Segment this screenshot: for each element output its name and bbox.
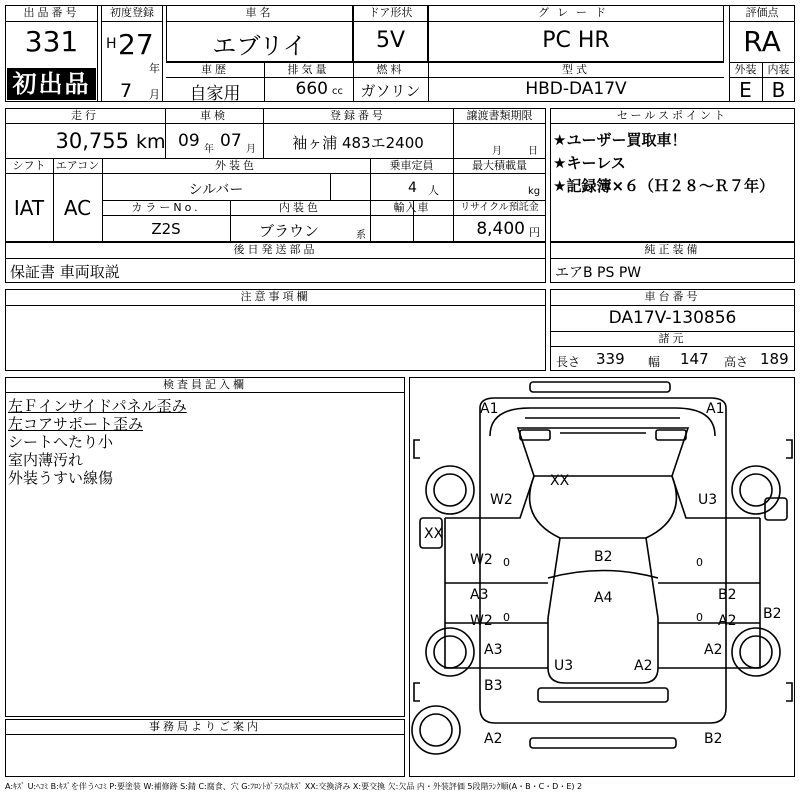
recycle-unit: 円 [529, 226, 540, 239]
shift-label: シフト [12, 159, 46, 172]
inspector-note-4: 室内薄汚れ [8, 451, 84, 469]
door-label: ドア形状 [368, 6, 413, 19]
height-value: 189 [760, 350, 789, 368]
mark-left-slide-a3: A3 [470, 587, 489, 603]
sales-point-2: ★キーレス [553, 154, 626, 172]
fuel-label: 燃料 [376, 63, 405, 76]
svg-text:0: 0 [696, 556, 703, 569]
car-name-label: 車名 [245, 6, 274, 19]
mark-roof-b2: B2 [594, 549, 613, 565]
mark-front-left-a1: A1 [480, 401, 499, 417]
mark-back-door-a2: A2 [634, 658, 653, 674]
import-label: 輸入車 [393, 201, 430, 214]
exterior-grade: E [739, 78, 752, 102]
mark-mirror-xx: XX [424, 526, 444, 542]
reg-month: 7 [120, 80, 133, 102]
mark-left-fender-w2: W2 [490, 492, 513, 508]
inspection-label: 車検 [200, 109, 228, 122]
deferred-parts-value: 保証書 車両取説 [10, 263, 120, 281]
office-label: 事務局よりご案内 [149, 720, 261, 733]
exterior-label: 外装 [734, 63, 757, 76]
sales-point-1: ★ユーザー買取車！ [553, 131, 687, 149]
mark-left-rear-b3: B3 [484, 678, 503, 694]
inspector-note-1: 左Ｆインサイドパネル歪み [8, 397, 187, 415]
recycle-value: 8,400 [476, 219, 525, 239]
mark-back-door-u3: U3 [554, 658, 574, 674]
grade-value: PC HR [542, 28, 610, 53]
transfer-day-unit: 日 [528, 146, 538, 157]
inspector-note-5: 外装うすい線傷 [8, 469, 114, 487]
rating-value: RA [743, 25, 781, 58]
width-value: 147 [680, 350, 709, 368]
ac-label: エアコン [55, 159, 100, 172]
mark-rear-bumper-left-a2: A2 [484, 731, 503, 747]
capacity-label: 乗車定員 [389, 159, 434, 172]
ext-color-label: 外装色 [215, 159, 257, 172]
plate-label: 登録番号 [330, 109, 386, 122]
genuine-equipment-label: 純正装備 [644, 243, 701, 256]
car-name: エブリイ [212, 32, 307, 60]
lot-number: 331 [24, 25, 79, 58]
mileage-value: 30,755 [55, 129, 129, 153]
shift-value: IAT [13, 196, 45, 220]
inspector-note-3: シートへたり小 [8, 433, 114, 451]
mileage-unit: km [136, 131, 166, 153]
transfer-month-unit: 月 [492, 146, 502, 157]
svg-text:0: 0 [503, 611, 510, 624]
history-value: 自家用 [189, 84, 241, 104]
dims-label: 諸元 [658, 332, 687, 345]
mark-right-slide-b2: B2 [718, 587, 737, 603]
length-value: 339 [596, 350, 625, 368]
transfer-label: 譲渡書類期限 [466, 109, 533, 122]
caution-label: 注意事項欄 [240, 290, 311, 303]
plate-value: 袖ヶ浦 483エ2400 [292, 134, 424, 152]
door-value: 5V [375, 28, 406, 53]
color-no-value: Z2S [151, 220, 181, 238]
reg-month-unit: 月 [149, 88, 160, 101]
car-outline-drawing [410, 378, 796, 778]
svg-text:0: 0 [503, 556, 510, 569]
chassis-number: DA17V-130856 [608, 308, 737, 328]
sales-point-3: ★記録簿×６（Ｈ２８～Ｒ７年） [553, 177, 775, 195]
footer-legend: A:ｷｽﾞ U:ﾍｺﾐ B:ｷｽﾞを伴うﾍｺﾐ P:要塗装 W:補修跡 S:錆 C:腐食、穴 G:ﾌﾛﾝﾄｶﾞﾗｽ点ｷｽﾞ XX:交換済み X:要交換 欠:欠品 内・外装評価 5段階ﾗﾝｸ順(A・B・C・D・E) 2 [5, 782, 583, 791]
ac-value: AC [63, 196, 92, 220]
history-label: 車歴 [201, 63, 229, 76]
lot-label: 出品番号 [23, 6, 80, 19]
grade-label: グレード [538, 6, 614, 19]
capacity-value: 4 [408, 180, 417, 196]
inspector-label: 検査員記入欄 [163, 378, 247, 391]
mark-left-door-w2: W2 [470, 552, 493, 568]
inspection-year: 09 [178, 131, 200, 151]
int-color-label: 内装色 [279, 201, 321, 214]
sales-points-label: セールスポイント [616, 109, 728, 122]
length-label: 長さ [556, 355, 581, 369]
chassis-label: 車台番号 [644, 290, 701, 303]
inspection-month-unit: 月 [246, 144, 256, 155]
fuel-value: ガソリン [360, 82, 421, 100]
mark-rear-roof-a4: A4 [594, 590, 613, 606]
model-value: HBD-DA17V [525, 79, 627, 99]
mark-right-lower-a2: A2 [718, 613, 737, 629]
rating-label: 評価点 [745, 6, 779, 19]
capacity-unit: 人 [428, 184, 439, 197]
recycle-label: リサイクル預託金 [460, 202, 539, 213]
genuine-equipment-value: エアB PS PW [555, 265, 642, 281]
mileage-label: 走行 [71, 109, 99, 122]
interior-grade: B [771, 78, 786, 102]
model-label: 型式 [562, 63, 590, 76]
color-no-label: カラーNo. [131, 201, 201, 214]
damage-diagram [409, 377, 795, 777]
mark-right-quarter-a2: A2 [704, 642, 723, 658]
max-load-label: 最大積載量 [472, 159, 527, 172]
mark-left-quarter-a3: A3 [484, 642, 503, 658]
max-load-unit: kg [528, 186, 541, 197]
width-label: 幅 [648, 355, 661, 369]
first-listing-badge: 初出品 [7, 68, 96, 100]
interior-label: 内装 [767, 63, 790, 76]
inspection-year-unit: 年 [204, 144, 214, 155]
reg-year: 27 [118, 28, 154, 61]
first-reg-label: 初度登録 [110, 6, 154, 19]
mark-roof-xx: XX [550, 473, 570, 489]
era: H [106, 36, 117, 52]
displacement-label: 排気量 [287, 63, 330, 76]
int-color-value: ブラウン [258, 222, 319, 240]
mark-right-fender-u3: U3 [698, 492, 718, 508]
ext-color-value: シルバー [188, 182, 244, 198]
displacement-value: 660 [295, 79, 328, 99]
int-color-unit: 系 [356, 230, 366, 241]
mark-right-edge-b2: B2 [763, 606, 782, 622]
height-label: 高さ [724, 355, 749, 369]
mark-front-right-a1: A1 [706, 401, 725, 417]
reg-year-unit: 年 [149, 62, 160, 75]
mark-rear-bumper-right-b2: B2 [704, 731, 723, 747]
inspection-month: 07 [220, 131, 242, 151]
deferred-parts-label: 後日発送部品 [233, 243, 318, 256]
mark-left-lower-w2: W2 [470, 613, 493, 629]
displacement-unit: cc [332, 86, 343, 97]
inspector-note-2: 左コアサポート歪み [8, 415, 144, 433]
svg-text:0: 0 [696, 611, 703, 624]
